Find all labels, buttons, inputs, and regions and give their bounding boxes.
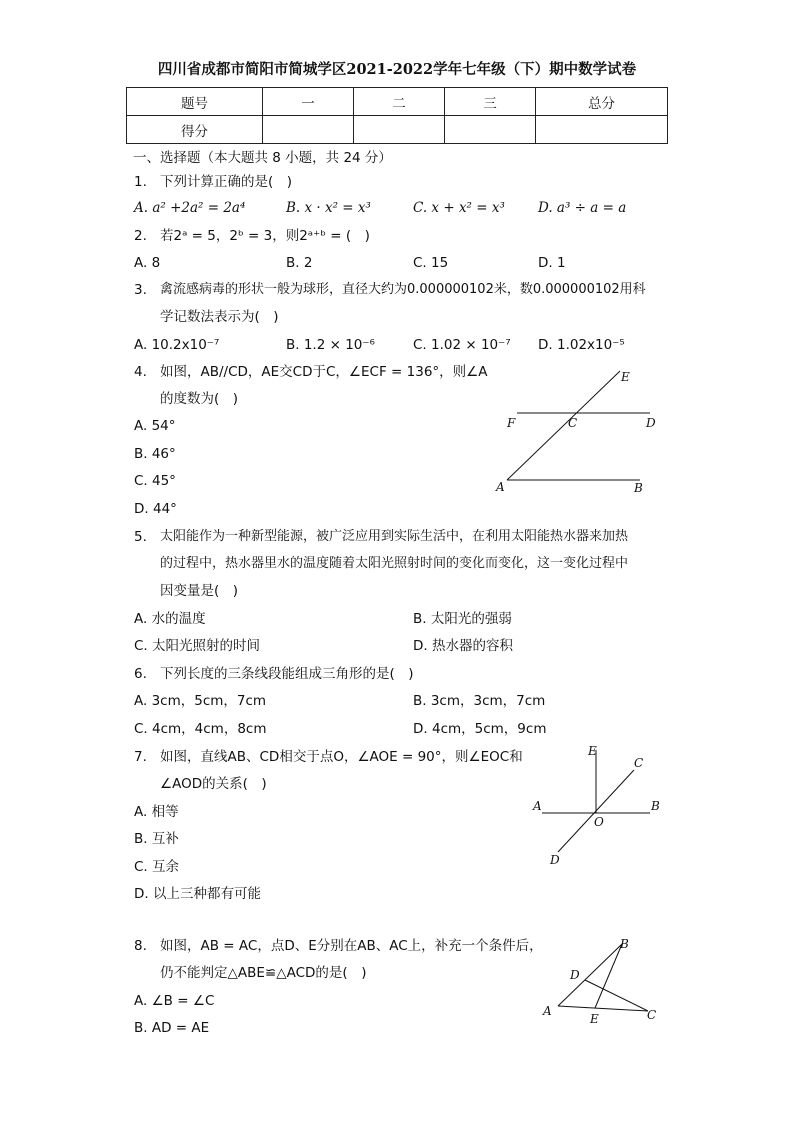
question-text: 太阳能作为一种新型能源，被广泛应用到实际生活中，在利用太阳能热水器来加热	[160, 529, 629, 544]
option-d: D. 4cm，5cm，9cm	[413, 721, 547, 737]
option-b: B. 互补	[134, 831, 179, 847]
question-number: 8.	[134, 938, 147, 954]
option-c: C. 互余	[134, 859, 180, 875]
page-title: 四川省成都市简阳市简城学区2021-2022学年七年级（下）期中数学试卷	[157, 61, 637, 78]
table-cell	[263, 116, 354, 144]
question-number: 4.	[134, 364, 147, 380]
question-text: 的过程中，热水器里水的温度随着太阳光照射时间的变化而变化，这一变化过程中	[160, 556, 629, 571]
label-a: A	[543, 1004, 552, 1018]
figure-intersecting-lines	[530, 740, 665, 870]
table-cell: 一	[263, 88, 354, 116]
section-heading: 一、选择题（本大题共 8 小题，共 24 分）	[133, 150, 392, 166]
question-text: ∠AOD的关系( )	[160, 776, 267, 792]
table-cell	[354, 116, 445, 144]
option-a: A. 8	[134, 255, 161, 271]
option-d: D. 以上三种都有可能	[134, 886, 261, 902]
label-e: E	[621, 370, 630, 384]
table-cell: 三	[445, 88, 536, 116]
line-be	[595, 944, 622, 1008]
option-d: D. 1	[538, 255, 566, 271]
option-b: B. AD = AE	[134, 1020, 210, 1036]
label-a: A	[533, 799, 542, 813]
option-c: C. x + x² = x³	[413, 200, 505, 216]
score-table	[126, 87, 668, 144]
question-number: 6.	[134, 666, 147, 682]
question-text: 如图，AB = AC，点D、E分别在AB、AC上，补充一个条件后，	[160, 938, 543, 954]
table-cell: 总分	[536, 88, 668, 116]
table-cell	[536, 116, 668, 144]
label-d: D	[550, 853, 560, 867]
table-cell: 得分	[127, 116, 263, 144]
label-e: E	[590, 1012, 599, 1026]
label-b: B	[634, 481, 643, 495]
line-ab	[558, 944, 622, 1006]
option-b: B. 太阳光的强弱	[413, 611, 512, 627]
question-number: 3.	[134, 282, 147, 298]
question-number: 7.	[134, 749, 147, 765]
option-b: B. 46°	[134, 446, 176, 462]
question-text: 下列计算正确的是( )	[160, 174, 293, 190]
option-b: B. 2	[286, 255, 313, 271]
option-b: B. x · x² = x³	[286, 200, 371, 216]
option-d: D. a³ ÷ a = a	[538, 200, 627, 216]
option-a: A. ∠B = ∠C	[134, 993, 215, 1009]
question-text: 禽流感病毒的形状一般为球形，直径大约为0.000000102米，数0.000000102用科	[160, 282, 646, 297]
option-c: C. 1.02 × 10⁻⁷	[413, 337, 511, 353]
line-ae	[507, 371, 620, 480]
option-a: A. 水的温度	[134, 611, 206, 627]
question-text: 因变量是( )	[160, 583, 239, 599]
question-number: 1.	[134, 174, 147, 190]
label-d: D	[570, 968, 580, 982]
option-c: C. 4cm，4cm，8cm	[134, 721, 267, 737]
question-text: 的度数为( )	[160, 391, 239, 407]
score-table-header-row	[127, 88, 668, 116]
question-text: 下列长度的三条线段能组成三角形的是( )	[160, 666, 414, 682]
score-table-score-row	[127, 116, 668, 144]
question-number: 2.	[134, 228, 147, 244]
label-o: O	[594, 815, 604, 829]
option-c: C. 15	[413, 255, 449, 271]
table-cell	[445, 116, 536, 144]
question-text: 仍不能判定△ABE≌△ACD的是( )	[160, 965, 367, 981]
option-d: D. 1.02x10⁻⁵	[538, 337, 625, 353]
question-text: 学记数法表示为( )	[160, 309, 279, 325]
option-a: A. 3cm，5cm，7cm	[134, 693, 267, 709]
line-ac	[558, 1006, 648, 1011]
option-d: D. 44°	[134, 501, 177, 517]
label-d: D	[646, 416, 656, 430]
figure-triangles	[540, 935, 665, 1025]
label-e: E	[588, 744, 597, 758]
label-c: C	[647, 1008, 657, 1022]
option-a: A. a² +2a² = 2a⁴	[134, 200, 246, 216]
question-text: 若2ᵃ = 5，2ᵇ = 3，则2ᵃ⁺ᵇ = ( )	[160, 228, 370, 244]
table-cell: 二	[354, 88, 445, 116]
label-c: C	[568, 416, 578, 430]
label-b: B	[651, 799, 660, 813]
option-a: A. 54°	[134, 418, 176, 434]
option-d: D. 热水器的容积	[413, 638, 513, 654]
option-a: A. 相等	[134, 804, 179, 820]
label-a: A	[496, 480, 505, 494]
figure-parallel-lines	[495, 365, 665, 500]
option-a: A. 10.2x10⁻⁷	[134, 337, 220, 353]
question-text: 如图，AB//CD，AE交CD于C，∠ECF = 136°，则∠A	[160, 364, 488, 380]
label-f: F	[507, 416, 516, 430]
option-b: B. 3cm，3cm，7cm	[413, 693, 546, 709]
label-b: B	[620, 937, 629, 951]
option-b: B. 1.2 × 10⁻⁶	[286, 337, 375, 353]
question-text: 如图，直线AB、CD相交于点O，∠AOE = 90°，则∠EOC和	[160, 749, 523, 765]
option-c: C. 45°	[134, 473, 176, 489]
question-number: 5.	[134, 529, 147, 545]
table-cell: 题号	[127, 88, 263, 116]
line-cd	[585, 980, 648, 1011]
option-c: C. 太阳光照射的时间	[134, 638, 261, 654]
label-c: C	[634, 756, 644, 770]
